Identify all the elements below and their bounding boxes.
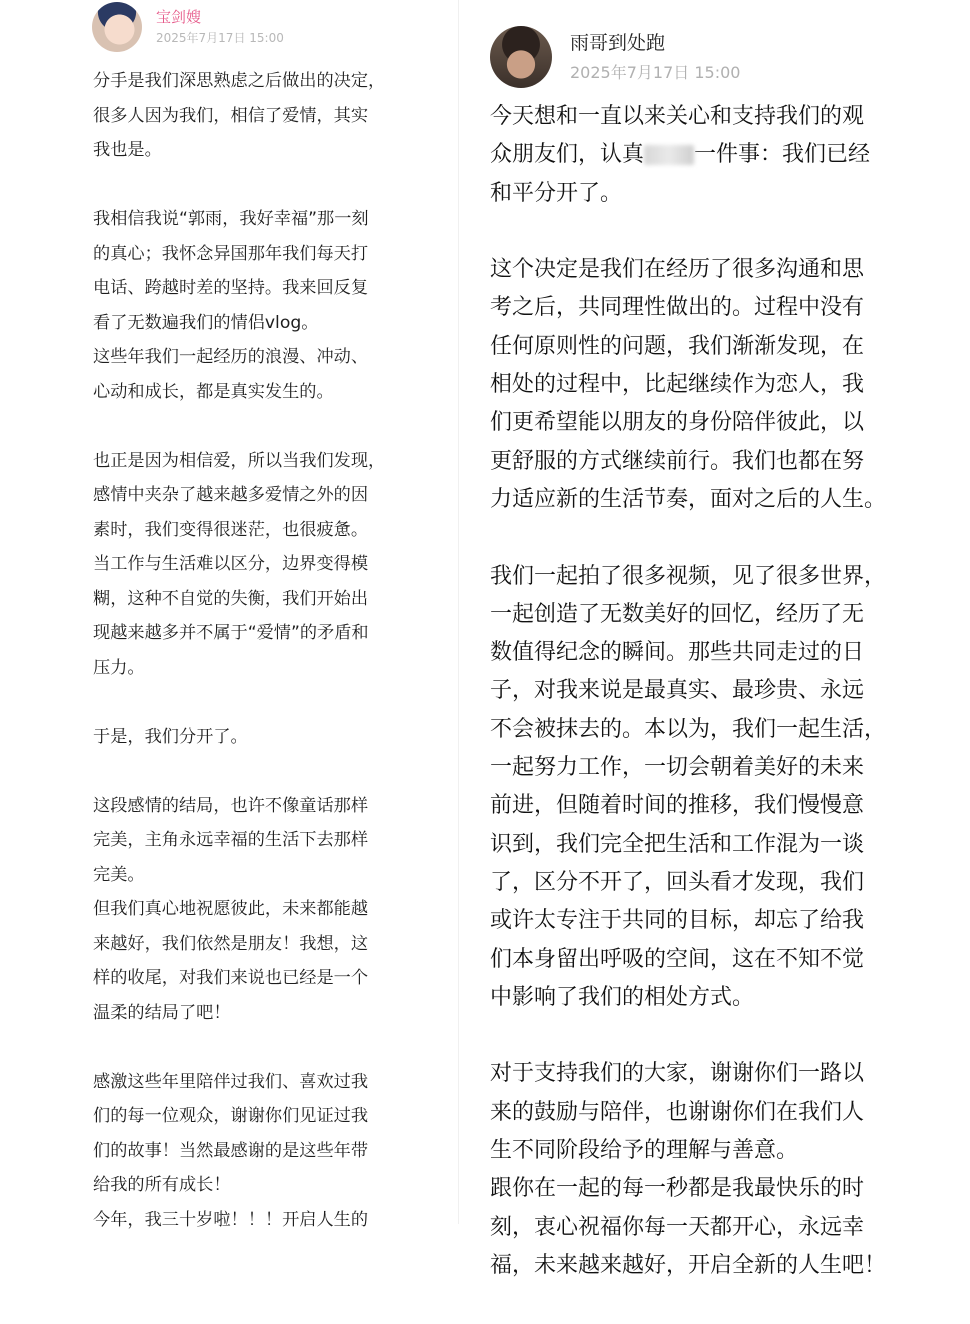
post-timestamp: 2025年7月17日 15:00: [156, 31, 284, 45]
left-paragraph-2: 我相信我说“郭雨，我好幸福”那一刻 的真心；我怀念异国那年我们每天打 电话、跨越时差的坚持。我来回反复 看了无数遍我们的情侣vlog。 这些年我们一起经历的浪漫、冲动、 心动和成长，都是真实发生的。: [93, 209, 369, 402]
left-post-header: [92, 2, 284, 52]
right-paragraph-1-start: 今天想和一直以来关心和支持我们的观 众朋友们，认真: [490, 104, 865, 168]
right-paragraph-1: [490, 98, 960, 213]
right-paragraph-4: 对于支持我们的大家，谢谢你们一路以 来的鼓励与陪伴，也谢谢你们在我们人 生不同阶段给予的理解与善意。 跟你在一起的每一秒都是我最快乐的时 刻，衷心祝福你每一天都开心，永远幸 福，未来越来越好，开启全新的人生吧！: [490, 1061, 887, 1278]
author-name[interactable]: 宝剑嫂: [156, 8, 202, 26]
avatar[interactable]: [490, 26, 552, 88]
left-paragraph-4: 于是，我们分开了。: [93, 726, 248, 747]
left-paragraph-1: 分手是我们深思熟虑之后做出的决定， 很多人因为我们，相信了爱情，其实 我也是。: [93, 71, 386, 160]
right-post-body: [490, 98, 960, 1324]
left-paragraph-5: 这段感情的结局，也许不像童话那样 完美，主角永远幸福的生活下去那样 完美。 但我们真心地祝愿彼此，未来都能越 来越好，我们依然是朋友！我想，这 样的收尾，对我们来说也已经是一个 温柔的结局了吧！: [93, 795, 369, 1023]
right-paragraph-1-end: 一件事：我们已经 和平分开了。: [490, 142, 871, 206]
left-author-block: [156, 8, 284, 46]
author-name[interactable]: 雨哥到处跑: [570, 32, 666, 54]
left-paragraph-6: 感激这些年里陪伴过我们、喜欢过我 们的每一位观众，谢谢你们见证过我 们的故事！当然最感谢的是这些年带 给我的所有成长！ 今年，我三十岁啦！！！开启人生的: [93, 1071, 369, 1230]
right-paragraph-2: 这个决定是我们在经历了很多沟通和思 考之后，共同理性做出的。过程中没有 任何原则性的问题，我们渐渐发现，在 相处的过程中，比起继续作为恋人，我 们更希望能以朋友的身份陪伴彼此，以 更舒服的方式继续前行。我们也都在努 力适应新的生活节奏，面对之后的人生。: [490, 257, 887, 512]
right-author-block: [570, 31, 740, 83]
blurred-text-mark: [644, 145, 694, 165]
left-post-card: [18, 0, 448, 1230]
avatar[interactable]: [92, 2, 142, 52]
panel-divider: [458, 0, 459, 1224]
left-paragraph-3: 也正是因为相信爱，所以当我们发现， 感情中夹杂了越来越多爱情之外的因 素时，我们变得很迷茫，也很疲惫。 当工作与生活难以区分，边界变得模 糊，这种不自觉的失衡，我们开始出 现越来越多并不属于“爱情”的矛盾和 压力。: [93, 450, 386, 678]
left-post-body: [93, 64, 438, 1272]
right-paragraph-3: 我们一起拍了很多视频，见了很多世界， 一起创造了无数美好的回忆，经历了无 数值得纪念的瞬间。那些共同走过的日 子，对我来说是最真实、最珍贵、永远 不会被抹去的。本以为，我们一起生活， 一起努力工作，一切会朝着美好的未来 前进，但随着时间的推移，我们慢慢意 识到，我们完全把生活和工作混为一谈 了，区分不开了，回头看才发现，我们 或许太专注于共同的目标，却忘了给我 们本身留出呼吸的空间，这在不知不觉 中影响了我们的相处方式。: [490, 563, 887, 1010]
right-post-card: [470, 0, 970, 1278]
post-timestamp: 2025年7月17日 15:00: [570, 63, 741, 82]
right-post-header: [490, 26, 740, 88]
